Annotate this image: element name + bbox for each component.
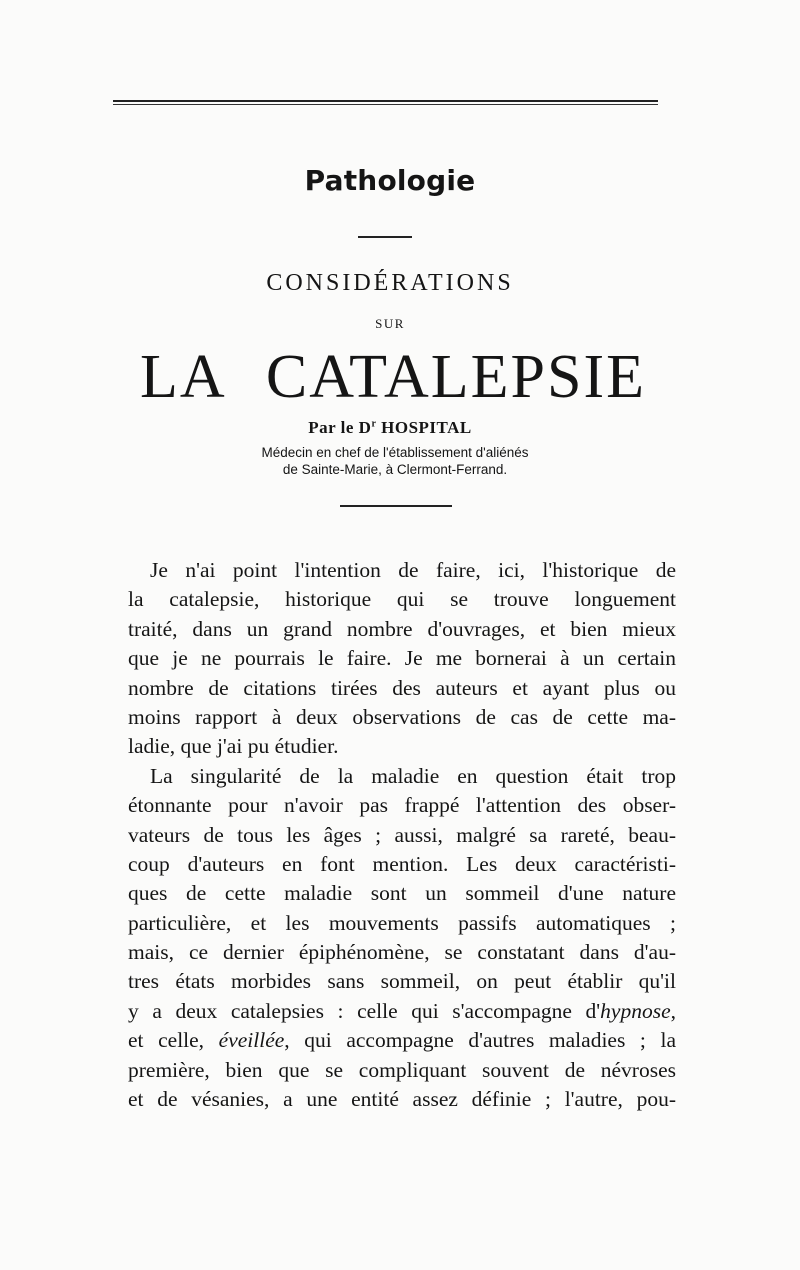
body-line: coup d'auteurs en font mention. Les deux caractéristi- [128, 851, 676, 876]
body-italic-hypnose: hypnose [600, 998, 671, 1023]
body-line: première, bien que se compliquant souvent de névroses [128, 1057, 676, 1082]
article-heading: CONSIDÉRATIONS [266, 270, 514, 296]
author-affiliation-line1: Médecin en chef de l'établissement d'aliénés [261, 445, 529, 460]
body-line-part: , qui accompagne d'autres maladies ; la [284, 1028, 676, 1053]
body-line [128, 1026, 676, 1055]
body-line: particulière, et les mouvements passifs automatiques ; [128, 910, 676, 935]
section-title: Pathologie [304, 164, 476, 197]
top-rule-thick [113, 100, 658, 102]
body-line-part: et celle, [128, 1028, 219, 1053]
author-byline [0, 418, 780, 438]
top-double-rule [113, 100, 658, 106]
body-line [128, 997, 676, 1026]
author-prefix: Par le D [308, 418, 372, 437]
body-line-part: , [670, 998, 676, 1023]
body-line: vateurs de tous les âges ; aussi, malgré sa rareté, beau- [128, 822, 676, 847]
body-line: tres états morbides sans sommeil, on peut établir qu'il [128, 969, 676, 994]
article-connector: SUR [375, 316, 405, 331]
body-line: étonnante pour n'avoir pas frappé l'attention des obser- [128, 793, 676, 818]
body-line: Je n'ai point l'intention de faire, ici, l'historique de [150, 558, 676, 582]
body-line: ques de cette maladie sont un sommeil d'une nature [128, 881, 676, 906]
body-line: moins rapport à deux observations de cas de cette ma- [128, 704, 676, 729]
body-line-part: y a deux catalepsies : celle qui s'accompagne d' [128, 998, 601, 1023]
article-body [128, 556, 676, 1114]
author-affiliation-line2: de Sainte-Marie, à Clermont-Ferrand. [282, 462, 508, 477]
article-main-title: LA CATALEPSIE [140, 343, 646, 411]
body-line: et de vésanies, a une entité assez définie ; l'autre, pou- [128, 1087, 676, 1112]
body-line: traité, dans un grand nombre d'ouvrages, et bien mieux [128, 616, 676, 641]
author-title-sup: r [371, 418, 377, 430]
body-line: nombre de citations tirées des auteurs et ayant plus ou [128, 675, 676, 700]
body-italic-eveillee: éveillée [218, 1028, 285, 1053]
top-rule-thin [113, 104, 658, 105]
body-line: mais, ce dernier épiphénomène, se constatant dans d'au- [128, 940, 676, 965]
body-line: La singularité de la maladie en question était trop [150, 763, 676, 788]
body-line: ladie, que j'ai pu étudier. [128, 734, 339, 759]
author-name: HOSPITAL [381, 418, 472, 437]
author-divider [340, 505, 452, 507]
body-line: la catalepsie, historique qui se trouve longuement [128, 587, 676, 612]
section-divider [358, 236, 412, 238]
body-line: que je ne pourrais le faire. Je me bornerai à un certain [128, 646, 676, 671]
